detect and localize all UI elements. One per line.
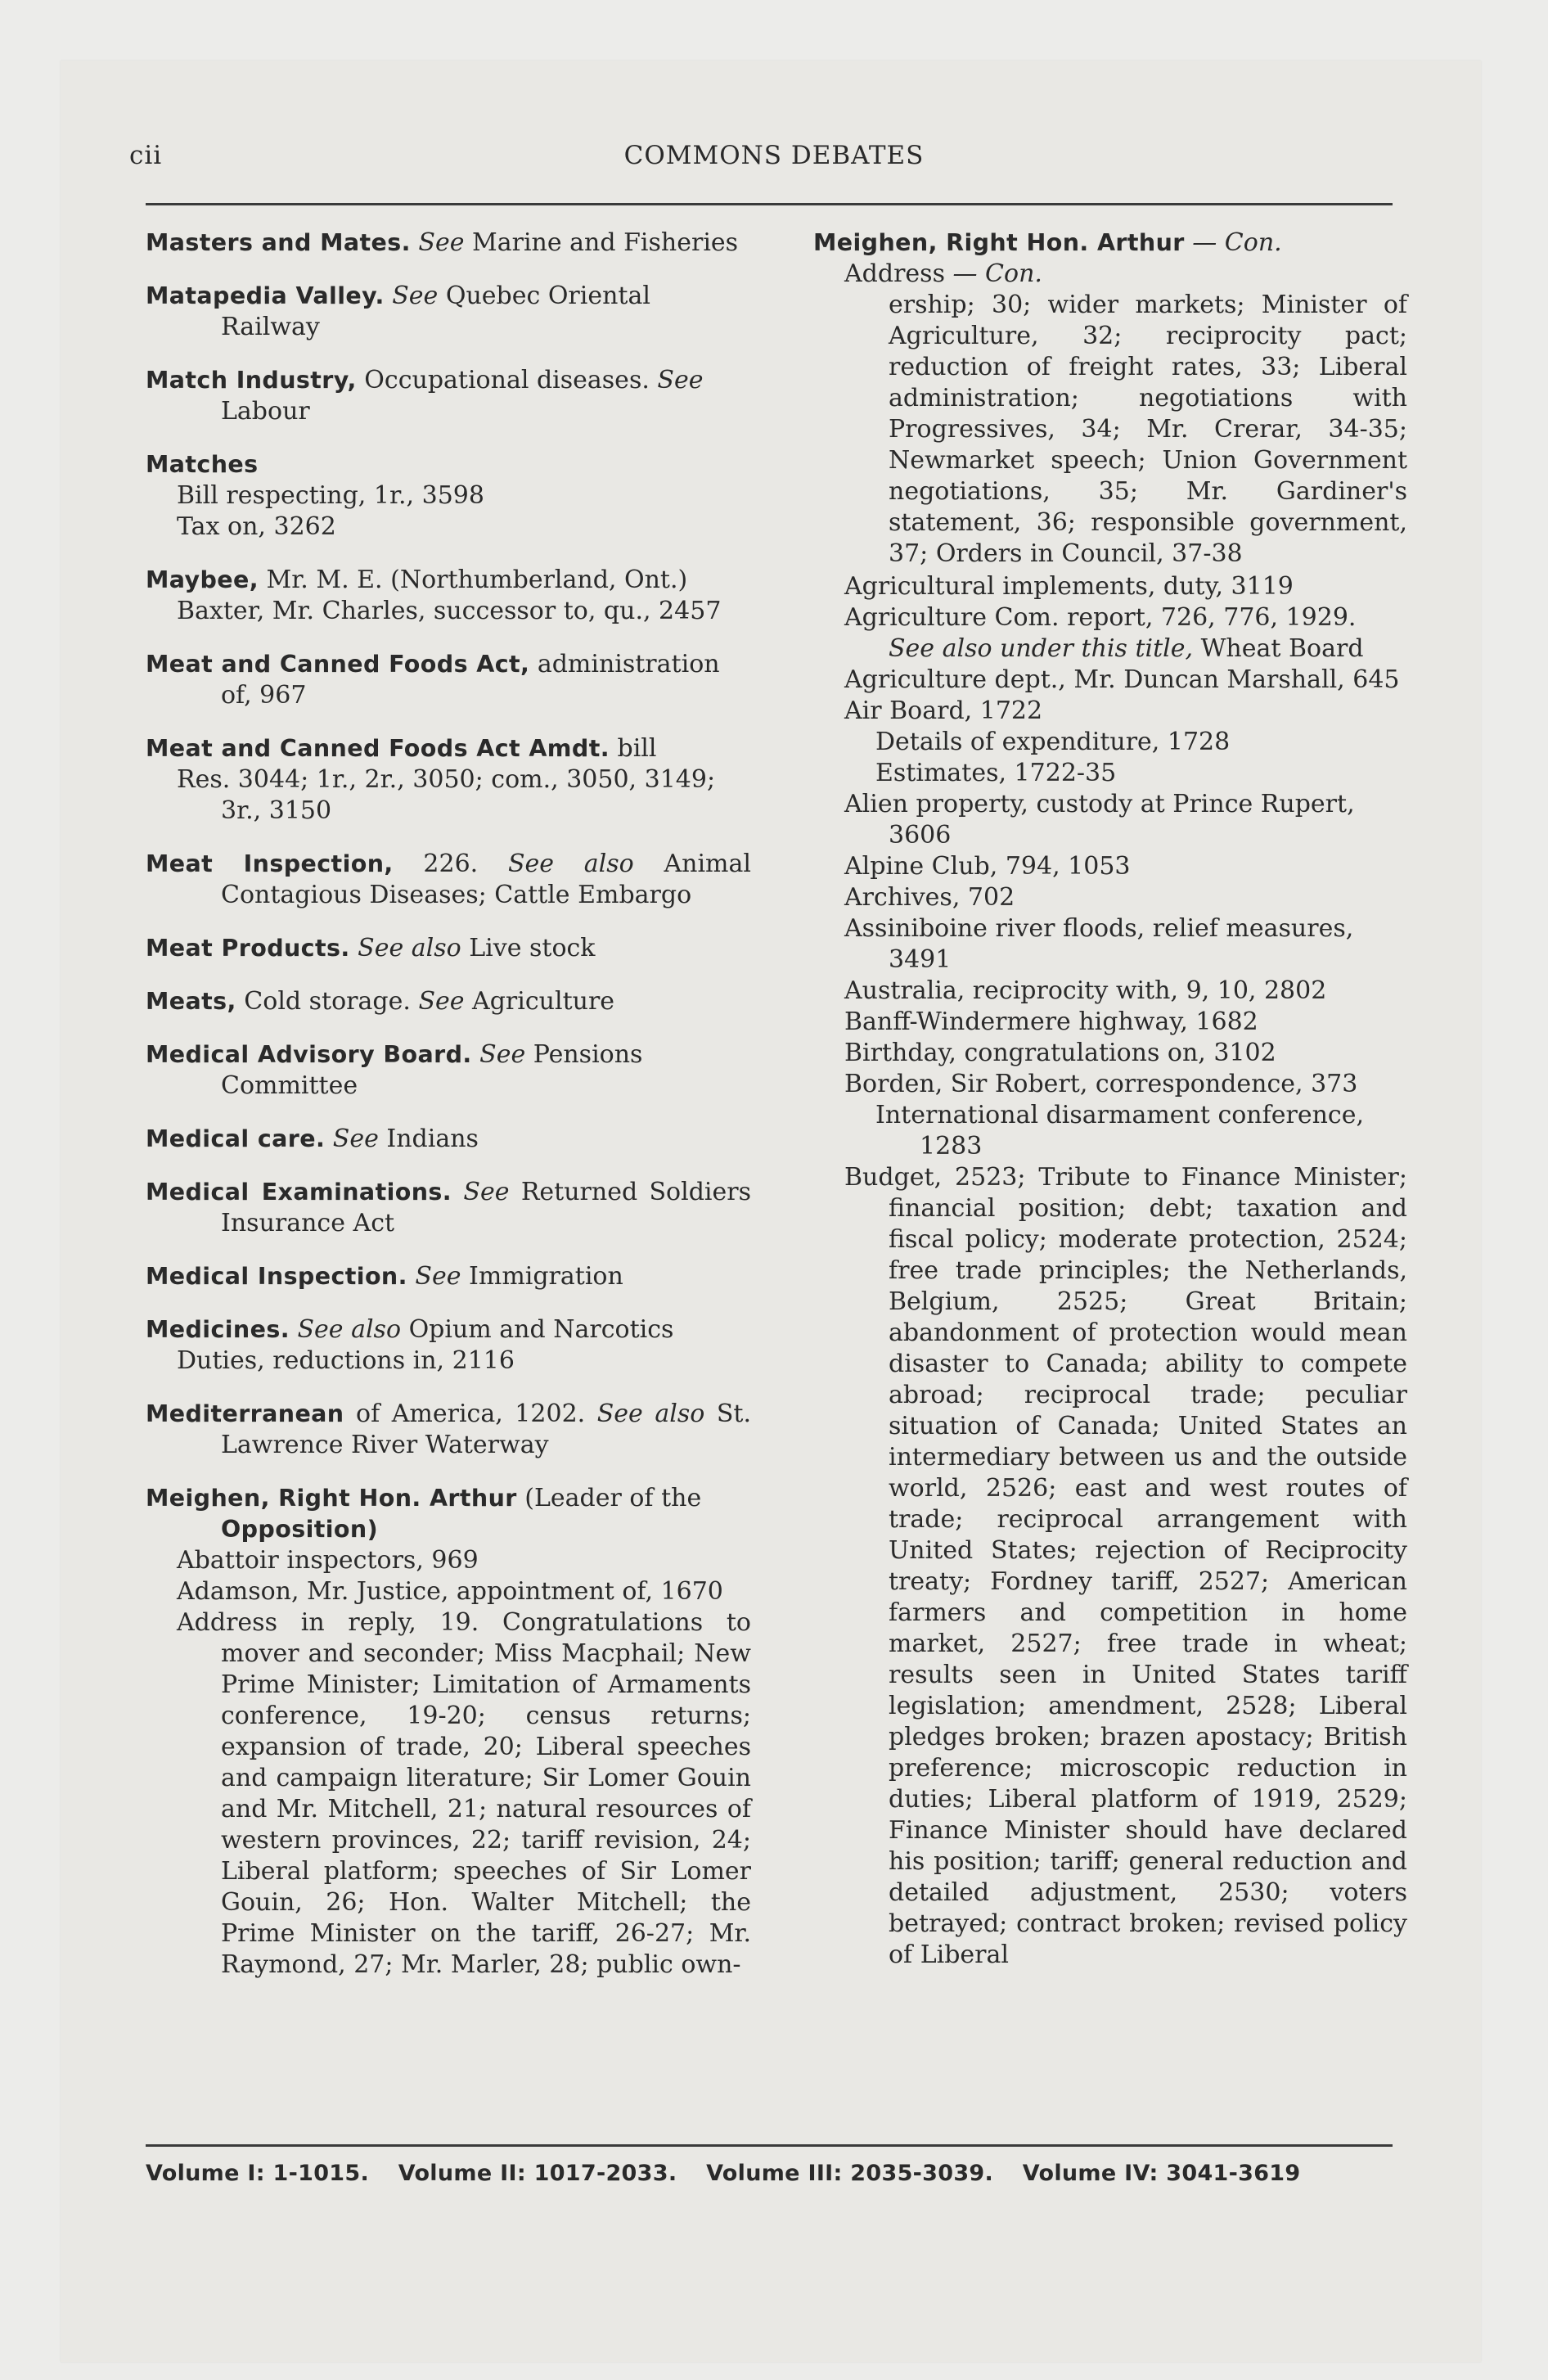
index-entry: Medicines. See also Opium and Narcotics Duties, reductions in, 2116 — [146, 1315, 674, 1375]
right-column — [813, 228, 1407, 1971]
index-entry: Matches Bill respecting, 1r., 3598 Tax on, 3262 — [146, 451, 484, 541]
footer-rule — [146, 2144, 1393, 2147]
index-entry: Medical Inspection. See Immigration — [146, 1262, 623, 1291]
continued-heading: Meighen, Right Hon. Arthur — Con. — [813, 228, 1282, 257]
index-entry: Mediterranean of America, 1202. See also St. Lawrence River Waterway — [146, 1400, 751, 1459]
list-item: Assiniboine river floods, relief measures, 3491 — [844, 914, 1354, 974]
continued-subheading: Address — Con. — [844, 259, 1042, 288]
list-item: Australia, reciprocity with, 9, 10, 2802 — [844, 976, 1327, 1005]
page-title: COMMONS DEBATES — [623, 141, 925, 170]
list-item: Agriculture dept., Mr. Duncan Marshall, 645 — [844, 665, 1400, 694]
list-item: Budget, 2523; Tribute to Finance Minister; financial position; debt; taxation and fiscal policy; moderate protection, 2524; free trade principles; the Netherlands, Belgium, 2525; Great Britain; abandonment of protection would mean disaster to Canada; ability to compete abroad; reciprocal trade; peculiar situation of Canada; United States an intermediary between us and the outside world, 2526; east and west routes of trade; reciprocal arrangement with United States; rejection of Reciprocity treaty; Fordney tariff, 2527; American farmers and competition in home market, 2527; free trade in wheat; results seen in United States tariff legislation; amendment, 2528; Liberal pledges broken; brazen apostacy; British preference; microscopic reduction in duties; Liberal platform of 1919, 2529; Finance Minister should have declared his position; tariff; general reduction and detailed adjustment, 2530; voters betrayed; contract broken; revised policy of Liberal — [844, 1163, 1407, 1969]
header-rule — [146, 203, 1393, 205]
volume-footer: Volume I: 1-1015. Volume II: 1017-2033. Volume III: 2035-3039. Volume IV: 3041-3619 — [146, 2161, 1301, 2186]
list-item: Alpine Club, 794, 1053 — [844, 852, 1131, 881]
left-column — [146, 228, 751, 1981]
list-item: Alien property, custody at Prince Rupert, 3606 — [844, 790, 1355, 850]
page-number: cii — [129, 141, 163, 170]
list-item: Agriculture Com. report, 726, 776, 1929. See also under this title, Wheat Board — [844, 603, 1364, 663]
list-item: Borden, Sir Robert, correspondence, 373 International disarmament conference, 1283 — [844, 1070, 1364, 1161]
list-item: Archives, 702 — [844, 883, 1015, 912]
list-item: Birthday, congratulations on, 3102 — [844, 1039, 1276, 1067]
index-entry: Maybee, Mr. M. E. (Northumberland, Ont.) Baxter, Mr. Charles, successor to, qu., 2457 — [146, 566, 722, 625]
address-text: ership; 30; wider markets; Minister of Agriculture, 32; reciprocity pact; reduction of freight rates, 33; Liberal administration; negotiations with Progressives, 34; Mr. Crerar, 34-35; Newmarket speech; Union Government negotiations, 35; Mr. Gardiner's statement, 36; responsible government, 37; Orders in Council, 37-38 — [889, 291, 1407, 568]
index-entry: Medical Advisory Board. See Pensions Committee — [146, 1040, 643, 1100]
index-entry: Matapedia Valley. See Quebec Oriental Railway — [146, 282, 650, 341]
index-entry: Meat and Canned Foods Act Amdt. bill Res. 3044; 1r., 2r., 3050; com., 3050, 3149; 3r., 3150 — [146, 734, 716, 825]
index-entry: Meat Products. See also Live stock — [146, 934, 596, 962]
list-item: Agricultural implements, duty, 3119 — [844, 572, 1294, 601]
index-entry: Medical care. See Indians — [146, 1125, 479, 1153]
index-entry: Masters and Mates. See Marine and Fisheries — [146, 228, 739, 257]
index-entry: Medical Examinations. See Returned Soldiers Insurance Act — [146, 1178, 752, 1237]
index-entry: Match Industry, Occupational diseases. See Labour — [146, 366, 704, 426]
list-item: Air Board, 1722 Details of expenditure, 1728 Estimates, 1722-35 — [844, 696, 1231, 787]
index-entry-meighen: Meighen, Right Hon. Arthur (Leader of the Opposition) Abattoir inspectors, 969 Adamson, Mr. Justice, appointment of, 1670 Address in reply, 19. Congratulations to mover and seconder; Miss Macphail; New Prime Minister; Limitation of Armaments conference, 19-20; census returns; expansion of trade, 20; Liberal speeches and campaign literature; Sir Lomer Gouin and Mr. Mitchell, 21; natural resources of western provinces, 22; tariff revision, 24; Liberal platform; speeches of Sir Lomer Gouin, 26; Hon. Walter Mitchell; the Prime Minister on the tariff, 26-27; Mr. Raymond, 27; Mr. Marler, 28; public own- — [146, 1484, 751, 1979]
index-entry: Meats, Cold storage. See Agriculture — [146, 987, 615, 1016]
list-item: Banff-Windermere highway, 1682 — [844, 1007, 1258, 1036]
index-entry: Meat and Canned Foods Act, administration of, 967 — [146, 650, 720, 710]
index-entry: Meat Inspection, 226. See also Animal Contagious Diseases; Cattle Embargo — [146, 850, 751, 909]
